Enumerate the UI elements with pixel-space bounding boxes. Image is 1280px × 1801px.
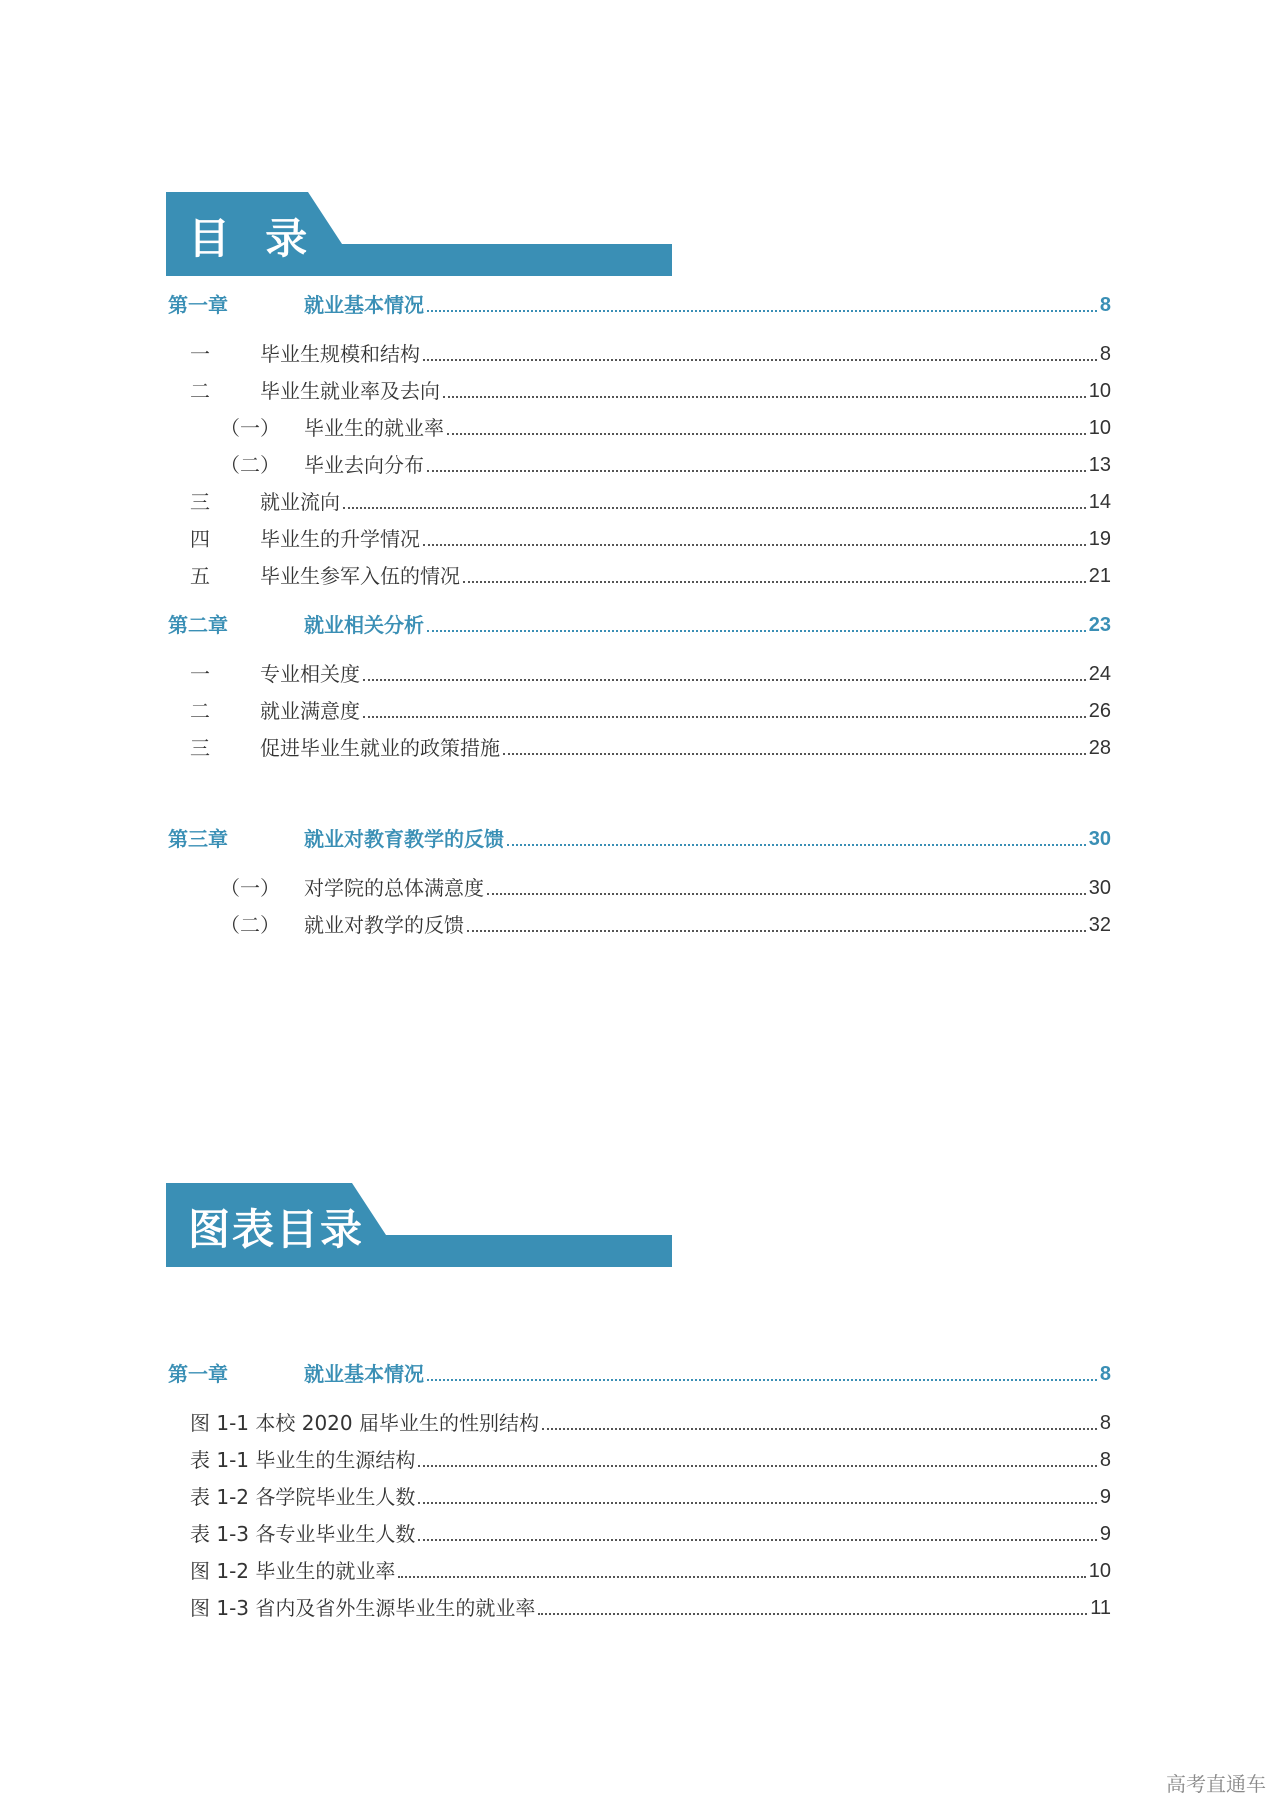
toc-leader bbox=[427, 1379, 1097, 1381]
toc-entry[interactable] bbox=[168, 377, 1111, 405]
toc-page: 8 bbox=[1099, 1449, 1111, 1471]
toc-label: 促进毕业生就业的政策措施 bbox=[260, 736, 500, 760]
toc-label: 就业基本情况 bbox=[304, 293, 424, 317]
toc-page: 28 bbox=[1088, 737, 1111, 759]
toc-page: 24 bbox=[1088, 663, 1111, 685]
toc-page: 14 bbox=[1088, 491, 1111, 513]
toc-page: 8 bbox=[1099, 294, 1111, 316]
toc-leader bbox=[427, 470, 1086, 472]
toc-leader bbox=[538, 1613, 1087, 1615]
toc-label: 就业满意度 bbox=[260, 699, 360, 723]
toc-number: （二） bbox=[220, 913, 280, 937]
toc-entry[interactable] bbox=[168, 340, 1111, 368]
toc-label: 图 1-3 省内及省外生源毕业生的就业率 bbox=[190, 1596, 536, 1620]
toc-page: 30 bbox=[1088, 877, 1111, 899]
toc-leader bbox=[418, 1539, 1096, 1541]
toc-entry[interactable] bbox=[168, 562, 1111, 590]
fig-entry[interactable] bbox=[168, 1446, 1111, 1474]
toc-leader bbox=[463, 581, 1086, 583]
toc-leader bbox=[363, 679, 1086, 681]
figures-title: 图表目录 bbox=[188, 1205, 365, 1254]
toc-number: 第三章 bbox=[168, 827, 228, 851]
toc-page: 9 bbox=[1099, 1486, 1111, 1508]
watermark-text: 高考直通车 bbox=[1166, 1772, 1266, 1796]
toc-chapter-1[interactable] bbox=[168, 291, 1111, 319]
toc-number: （一） bbox=[220, 416, 280, 440]
toc-leader bbox=[443, 396, 1086, 398]
toc-number: （一） bbox=[220, 876, 280, 900]
toc-label: 毕业去向分布 bbox=[304, 453, 424, 477]
toc-leader bbox=[423, 359, 1097, 361]
toc-page: 30 bbox=[1088, 828, 1111, 850]
toc-entry[interactable] bbox=[168, 525, 1111, 553]
toc-label: 毕业生规模和结构 bbox=[260, 342, 420, 366]
toc-label: 对学院的总体满意度 bbox=[304, 876, 484, 900]
toc-label: 表 1-1 毕业生的生源结构 bbox=[190, 1448, 416, 1472]
toc-page: 11 bbox=[1090, 1597, 1111, 1619]
toc-leader bbox=[398, 1576, 1085, 1578]
toc-page: 32 bbox=[1088, 914, 1111, 936]
toc-leader bbox=[467, 930, 1086, 932]
toc-number: 三 bbox=[190, 490, 210, 514]
fig-chapter-1[interactable] bbox=[168, 1360, 1111, 1388]
toc-leader bbox=[507, 844, 1086, 846]
fig-entry[interactable] bbox=[168, 1483, 1111, 1511]
toc-number: 三 bbox=[190, 736, 210, 760]
toc-page: 21 bbox=[1088, 565, 1111, 587]
toc-number: 五 bbox=[190, 564, 210, 588]
toc-leader bbox=[418, 1465, 1096, 1467]
toc-label: 表 1-3 各专业毕业生人数 bbox=[190, 1522, 416, 1546]
toc-page: 10 bbox=[1088, 1560, 1111, 1582]
toc-number: 第一章 bbox=[168, 293, 228, 317]
toc-entry[interactable] bbox=[168, 414, 1111, 442]
toc-number: （二） bbox=[220, 453, 280, 477]
toc-label: 就业对教育教学的反馈 bbox=[304, 827, 504, 851]
toc-entry[interactable] bbox=[168, 451, 1111, 479]
toc-number: 二 bbox=[190, 379, 210, 403]
toc-number: 二 bbox=[190, 699, 210, 723]
toc-label: 就业对教学的反馈 bbox=[304, 913, 464, 937]
toc-label: 就业相关分析 bbox=[304, 613, 424, 637]
toc-label: 表 1-2 各学院毕业生人数 bbox=[190, 1485, 416, 1509]
toc-page: 19 bbox=[1088, 528, 1111, 550]
toc-entry[interactable] bbox=[168, 488, 1111, 516]
toc-chapter-2[interactable] bbox=[168, 611, 1111, 639]
toc-label: 图 1-1 本校 2020 届毕业生的性别结构 bbox=[190, 1411, 539, 1435]
contents-title: 目 录 bbox=[188, 214, 310, 263]
toc-label: 就业基本情况 bbox=[304, 1362, 424, 1386]
toc-entry[interactable] bbox=[168, 660, 1111, 688]
toc-entry[interactable] bbox=[168, 874, 1111, 902]
toc-entry[interactable] bbox=[168, 911, 1111, 939]
toc-number: 一 bbox=[190, 342, 210, 366]
toc-page: 13 bbox=[1088, 454, 1111, 476]
fig-entry[interactable] bbox=[168, 1594, 1111, 1622]
toc-entry[interactable] bbox=[168, 697, 1111, 725]
toc-label: 专业相关度 bbox=[260, 662, 360, 686]
toc-leader bbox=[423, 544, 1086, 546]
toc-leader bbox=[427, 630, 1086, 632]
toc-label: 毕业生的就业率 bbox=[304, 416, 444, 440]
toc-label: 毕业生就业率及去向 bbox=[260, 379, 440, 403]
toc-leader bbox=[503, 753, 1086, 755]
toc-label: 毕业生参军入伍的情况 bbox=[260, 564, 460, 588]
toc-page: 8 bbox=[1099, 1412, 1111, 1434]
figures-banner bbox=[166, 1183, 672, 1267]
toc-page: 26 bbox=[1088, 700, 1111, 722]
toc-label: 图 1-2 毕业生的就业率 bbox=[190, 1559, 396, 1583]
toc-leader bbox=[343, 507, 1086, 509]
toc-chapter-3[interactable] bbox=[168, 825, 1111, 853]
fig-entry[interactable] bbox=[168, 1409, 1111, 1437]
toc-number: 第二章 bbox=[168, 613, 228, 637]
toc-page: 9 bbox=[1099, 1523, 1111, 1545]
toc-leader bbox=[363, 716, 1086, 718]
toc-page: 8 bbox=[1099, 343, 1111, 365]
fig-entry[interactable] bbox=[168, 1557, 1111, 1585]
toc-leader bbox=[487, 893, 1086, 895]
toc-entry[interactable] bbox=[168, 734, 1111, 762]
toc-page: 10 bbox=[1088, 380, 1111, 402]
toc-number: 四 bbox=[190, 527, 210, 551]
contents-banner bbox=[166, 192, 672, 276]
toc-leader bbox=[427, 310, 1097, 312]
toc-number: 第一章 bbox=[168, 1362, 228, 1386]
toc-leader bbox=[418, 1502, 1096, 1504]
toc-number: 一 bbox=[190, 662, 210, 686]
toc-label: 毕业生的升学情况 bbox=[260, 527, 420, 551]
toc-page: 23 bbox=[1088, 614, 1111, 636]
toc-page: 8 bbox=[1099, 1363, 1111, 1385]
toc-leader bbox=[542, 1428, 1097, 1430]
toc-page: 10 bbox=[1088, 417, 1111, 439]
toc-leader bbox=[447, 433, 1086, 435]
toc-label: 就业流向 bbox=[260, 490, 340, 514]
fig-entry[interactable] bbox=[168, 1520, 1111, 1548]
